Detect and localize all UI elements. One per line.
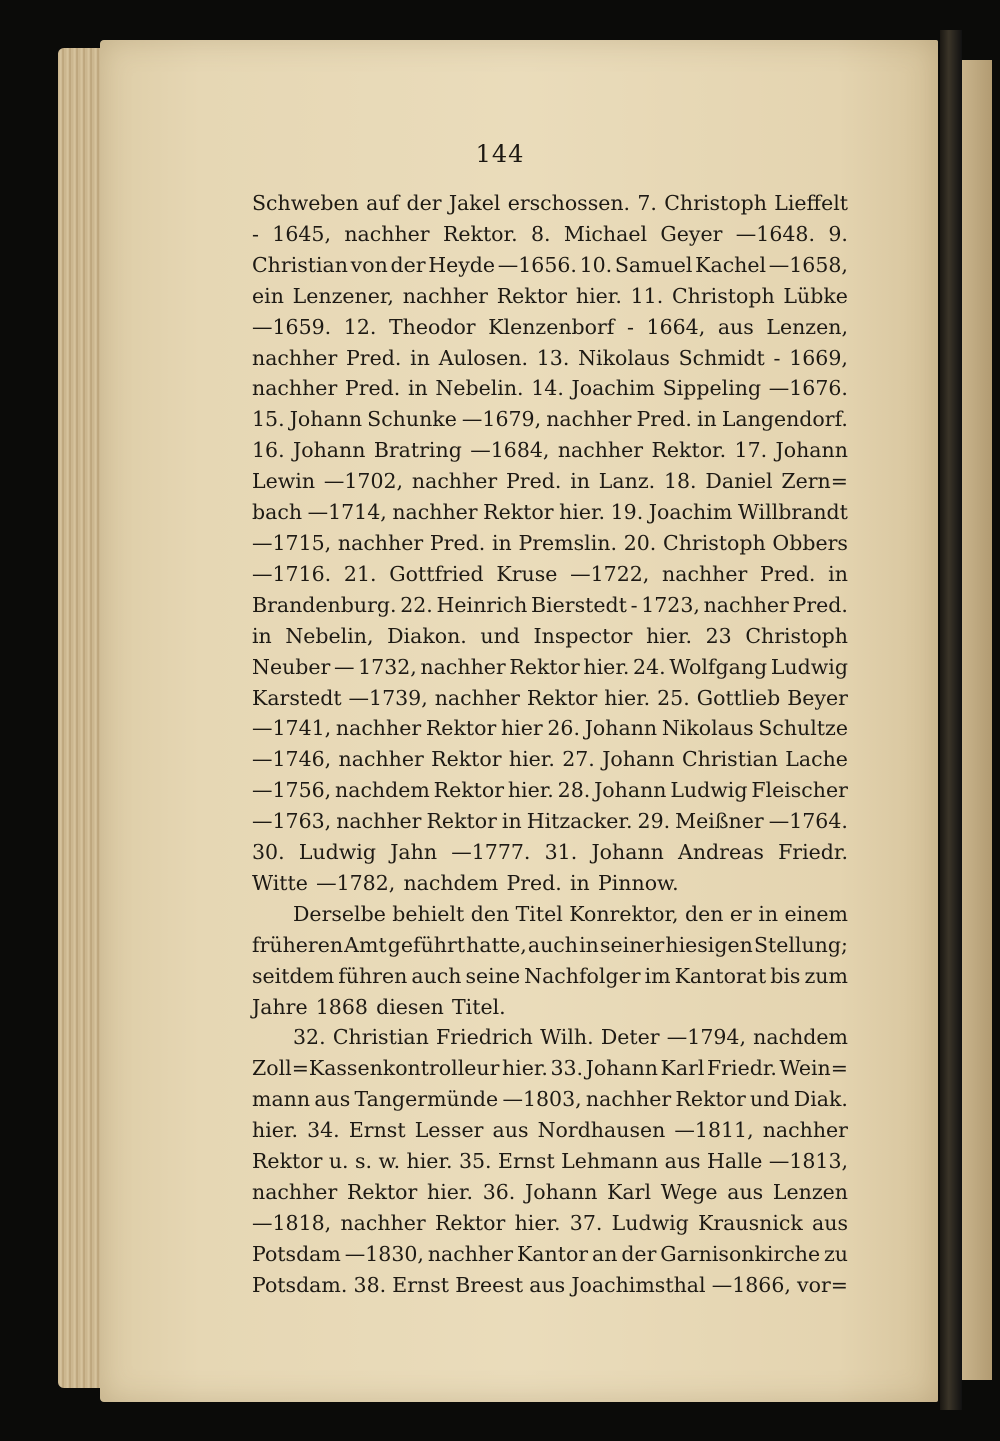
text-line: Karstedt —1739, nachher Rektor hier. 25. Gottlieb Beyer [252,685,848,710]
text-line: nachher Rektor hier. 36. Johann Karl Wege aus Lenzen [252,1180,848,1204]
page-number: 144 [475,140,525,168]
text-line: —1716. 21. Gottfried Kruse —1722, nachher Pred. in [252,561,848,586]
text-line: Witte —1782, nachdem Pred. in Pinnow. [252,870,679,895]
text-line: 30. Ludwig Jahn —1777. 31. Johann Andreas Friedr. [252,840,848,865]
facing-page-edge [962,60,992,1380]
text-line: Rektor u. s. w. hier. 35. Ernst Lehmann aus Halle —1813, [252,1149,848,1174]
text-line: —1741, nachher Rektor hier 26. Johann Nikolaus Schultze [252,716,848,741]
text-line: Christian von der Heyde —1656. 10. Samuel Kachel —1658, [252,252,848,277]
text-line: 32. Christian Friedrich Wilh. Deter —1794, nachdem [293,1025,848,1050]
text-line: Brandenburg. 22. Heinrich Bierstedt - 1723, nachher Pred. [252,592,848,617]
text-line: seitdem führen auch seine Nachfolger im Kantorat bis zum [252,963,848,988]
text-line: —1746, nachher Rektor hier. 27. Johann Christian Lache [252,747,848,772]
text-line: —1818, nachher Rektor hier. 37. Ludwig Krausnick aus [252,1210,848,1235]
book-gutter [940,30,962,1410]
text-line: nachher Pred. in Aulosen. 13. Nikolaus Schmidt - 1669, [252,345,848,370]
text-line: —1715, nachher Pred. in Premslin. 20. Christoph Obbers [252,530,848,555]
text-line: mann aus Tangermünde —1803, nachher Rektor und Diak. [252,1087,848,1112]
text-line: Jahre 1868 diesen Titel. [252,994,506,1019]
text-line: - 1645, nachher Rektor. 8. Michael Geyer —1648. 9. [252,221,848,246]
body-text [252,188,848,1301]
text-line: Schweben auf der Jakel erschossen. 7. Christoph Lieffelt [252,191,848,215]
text-line: ein Lenzener, nachher Rektor hier. 11. Christoph Lübke [252,283,848,308]
text-line: —1756, nachdem Rektor hier. 28. Johann Ludwig Fleischer [252,778,848,803]
text-line: Derselbe behielt den Titel Konrektor, den er in einem [293,901,848,926]
text-line: früheren Amt geführt hatte, auch in seiner hiesigen Stellung; [252,932,848,957]
text-line: hier. 34. Ernst Lesser aus Nordhausen —1811, nachher [252,1118,848,1143]
text-line: 16. Johann Bratring —1684, nachher Rektor. 17. Johann [252,438,848,463]
text-line: Potsdam. 38. Ernst Breest aus Joachimsthal —1866, vor= [252,1272,848,1297]
text-line: bach —1714, nachher Rektor hier. 19. Joachim Willbrandt [252,500,848,525]
text-line: 15. Johann Schunke —1679, nachher Pred. in Langendorf. [252,407,848,432]
text-line: —1659. 12. Theodor Klenzenborf - 1664, aus Lenzen, [252,314,848,339]
text-line: Neuber — 1732, nachher Rektor hier. 24. Wolfgang Ludwig [252,654,848,679]
text-line: Potsdam —1830, nachher Kantor an der Garnisonkirche zu [252,1241,848,1266]
text-line: nachher Pred. in Nebelin. 14. Joachim Sippeling —1676. [252,376,848,401]
text-line: Zoll=Kassenkontrolleur hier. 33. Johann Karl Friedr. Wein= [252,1056,848,1081]
text-line: —1763, nachher Rektor in Hitzacker. 29. Meißner —1764. [252,809,848,834]
text-line: Lewin —1702, nachher Pred. in Lanz. 18. Daniel Zern= [252,469,848,494]
text-line: in Nebelin, Diakon. und Inspector hier. 23 Christoph [252,623,848,648]
